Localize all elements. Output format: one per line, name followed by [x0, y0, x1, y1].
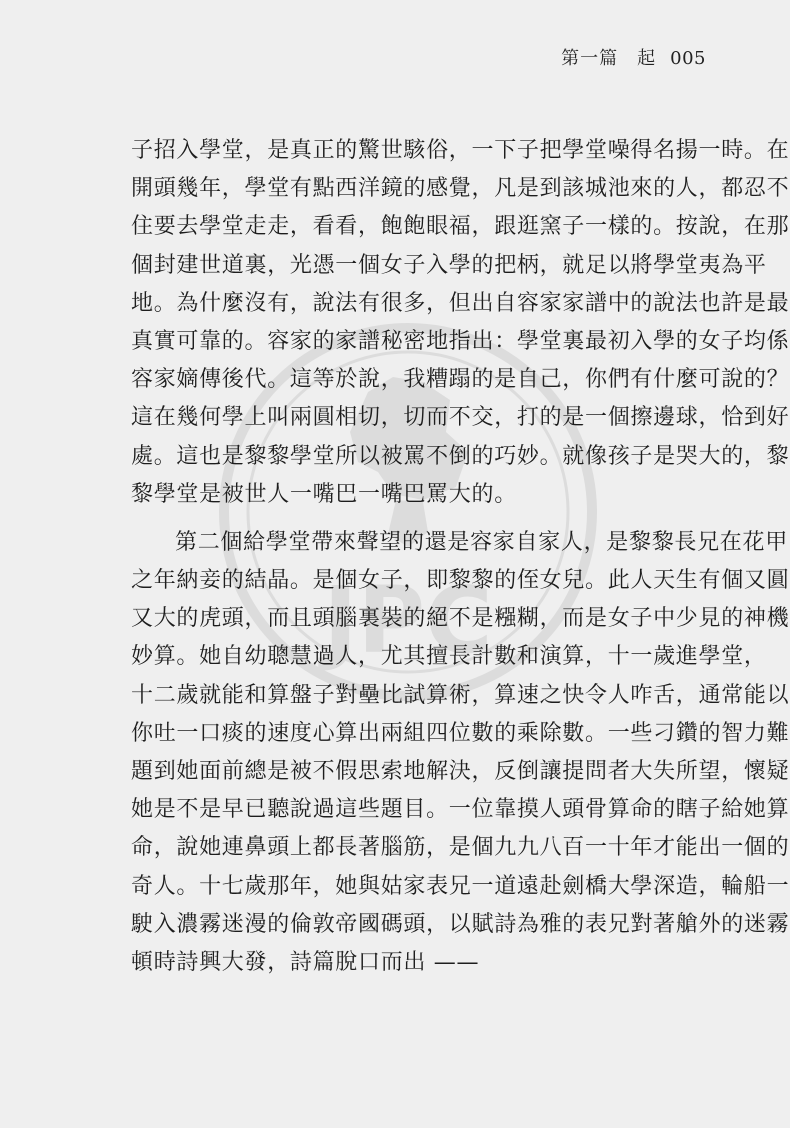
- watermark-letters: JPC: [323, 567, 493, 674]
- text-line: 子招入學堂，是真正的驚世駭俗，一下子把學堂噪得名揚一時。在: [131, 138, 790, 163]
- text-line: 地。為什麼沒有，說法有很多，但出自容家家譜中的說法也許是最: [131, 290, 790, 316]
- paragraph: [131, 132, 790, 514]
- text-line: 駛入濃霧迷漫的倫敦帝國碼頭，以賦詩為雅的表兄對著艙外的迷霧: [131, 911, 790, 937]
- text-line: 容家嫡傳後代。這等於說，我糟蹋的是自己，你們有什麼可說的？: [131, 367, 790, 393]
- text-line: 頓時詩興大發，詩篇脫口而出 ——: [131, 949, 480, 975]
- text-line: 十二歲就能和算盤子對壘比試算術，算速之快令人咋舌，通常能以: [131, 682, 790, 708]
- text-line: 你吐一口痰的速度心算出兩組四位數的乘除數。一些刁鑽的智力難: [131, 720, 790, 746]
- text-line: 這在幾何學上叫兩圓相切，切而不交，打的是一個擦邊球，恰到好: [131, 405, 790, 431]
- text-line: 真實可靠的。容家的家譜秘密地指出：學堂裏最初入學的女子均係: [131, 328, 790, 354]
- text-line: 又大的虎頭，而且頭腦裏裝的絕不是糨糊，而是女子中少見的神機: [131, 606, 790, 632]
- text-line: 她是不是早已聽說過這些題目。一位靠摸人頭骨算命的瞎子給她算: [131, 797, 790, 823]
- text-line: 命，說她連鼻頭上都長著腦筋，是個九九八百一十年才能出一個的: [131, 835, 790, 861]
- body-text: [131, 132, 790, 982]
- text-line: 題到她面前總是被不假思索地解決，反倒讓提問者大失所望，懷疑: [131, 759, 790, 784]
- text-line: 住要去學堂走走，看看，飽飽眼福，跟逛窯子一樣的。按說，在那: [131, 214, 790, 240]
- text-line: 黎學堂是被世人一嘴巴一嘴巴罵大的。: [131, 481, 517, 507]
- text-line: 妙算。她自幼聰慧過人，尤其擅長計數和演算，十一歲進學堂，: [131, 644, 767, 670]
- chapter-title: 第一篇 起: [561, 48, 657, 69]
- running-header: [561, 44, 706, 70]
- text-line: 處。這也是黎黎學堂所以被罵不倒的巧妙。就像孩子是哭大的，黎: [131, 443, 790, 469]
- text-line: 第二個給學堂帶來聲望的還是容家自家人，是黎黎長兄在花甲: [175, 529, 788, 555]
- paragraph-gap: [131, 514, 711, 524]
- text-line: 奇人。十七歲那年，她與姑家表兄一道遠赴劍橋大學深造，輪船一: [131, 873, 790, 899]
- text-line: 之年納妾的結晶。是個女子，即黎黎的侄女兒。此人天生有個又圓: [131, 568, 790, 594]
- page-number: 005: [670, 48, 706, 69]
- text-line: 個封建世道裏，光憑一個女子入學的把柄，就足以將學堂夷為平: [131, 252, 767, 278]
- text-line: 開頭幾年，學堂有點西洋鏡的感覺，凡是到該城池來的人，都忍不: [131, 176, 790, 202]
- paragraph: [131, 524, 790, 982]
